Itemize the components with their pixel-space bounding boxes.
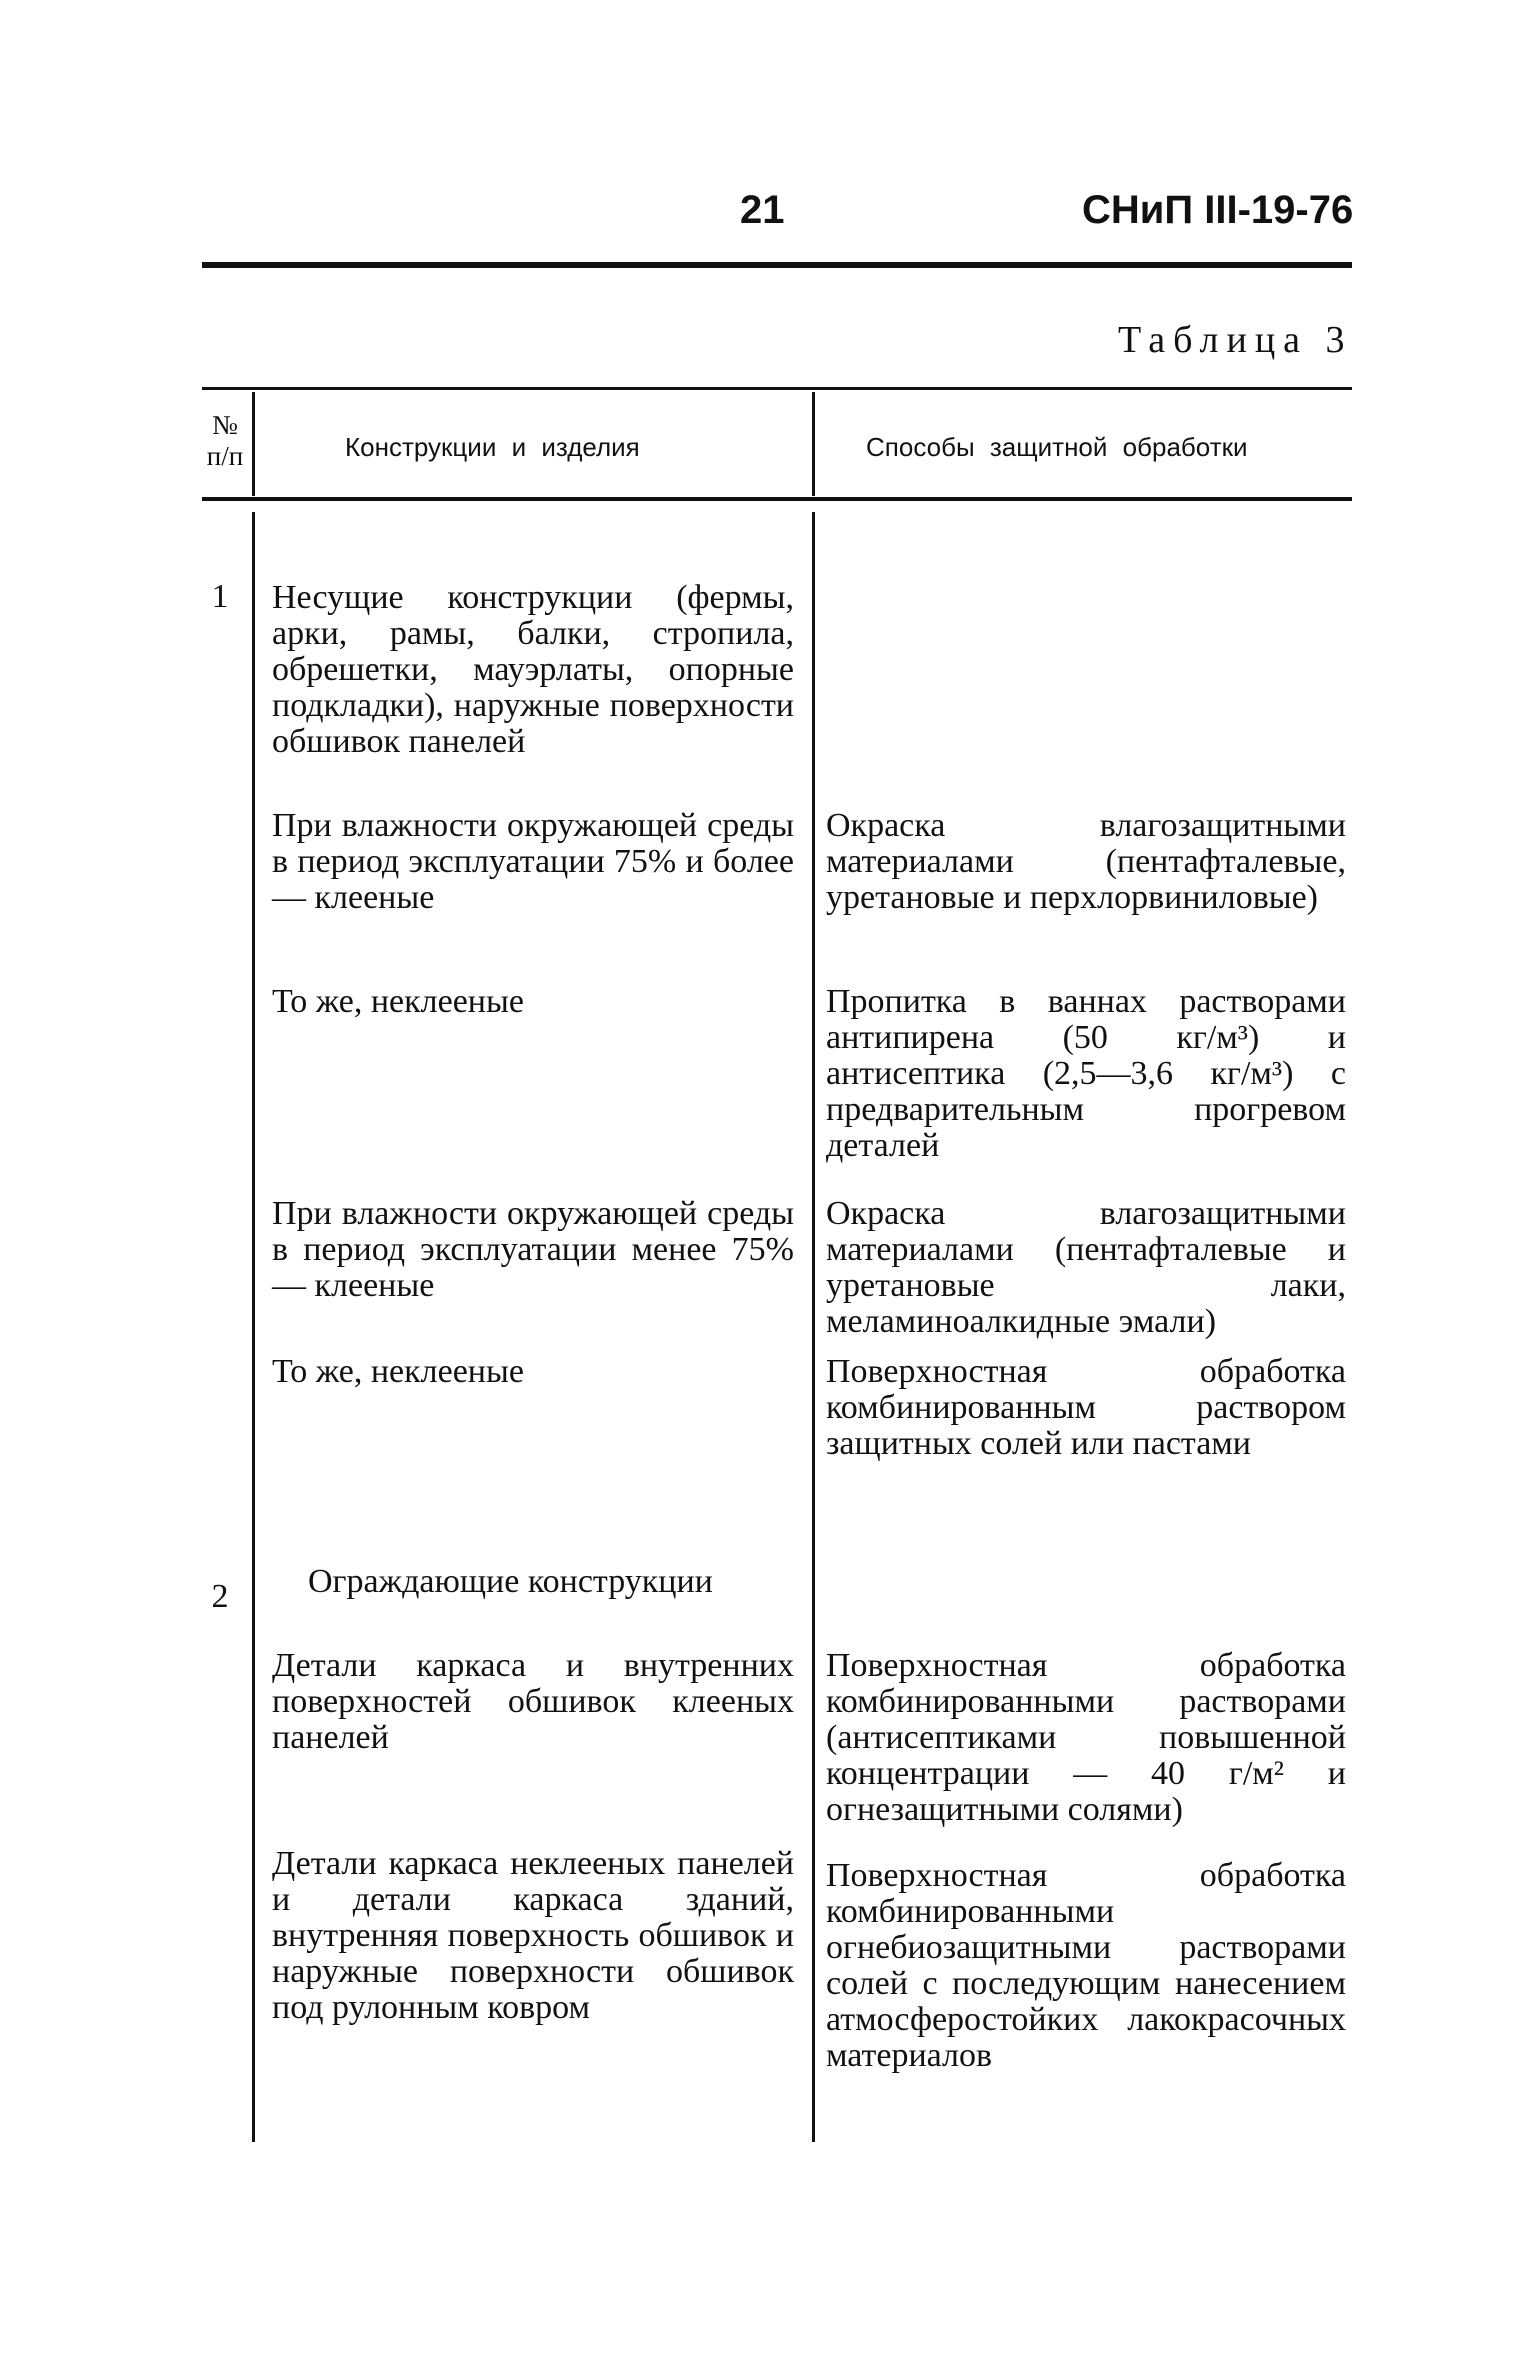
row-number: 2: [211, 1578, 229, 1615]
table-cell-item: При влажности окружающей среды в период эксплуатации менее 75% — клееные: [272, 1195, 794, 1304]
table-cell-method: Поверхностная обработка комбинированными растворами (антисептиками повышенной концентрации — 40 г/м² и огнезащитными солями): [826, 1647, 1346, 1828]
column-header-methods: Способы защитной обработки: [866, 432, 1248, 462]
header-rule: [202, 262, 1352, 268]
table-cell-item: При влажности окружающей среды в период эксплуатации 75% и более — клееные: [272, 807, 794, 916]
table-cell-item: То же, неклееные: [272, 983, 524, 1020]
table-cell-method: Пропитка в ваннах растворами антипирена (50 кг/м³) и антисептика (2,5—3,6 кг/м³) с предварительным прогревом деталей: [826, 983, 1346, 1164]
table-cell-method: Поверхностная обработка комбинированным раствором защитных солей или пастами: [826, 1353, 1346, 1462]
column-header-constructions: Конструкции и изделия: [345, 432, 640, 462]
page-number: 21: [740, 188, 785, 232]
section-title: Несущие конструкции (фермы, арки, рамы, балки, стропила, обрешетки, мауэрлаты, опорные подкладки), наружные поверхности обшивок панелей: [272, 579, 794, 760]
column-divider: [812, 512, 815, 2142]
table-head-top-rule: [202, 387, 1352, 390]
table-head-bottom-rule: [202, 497, 1352, 501]
document-code: СНиП III-19-76: [1082, 188, 1354, 232]
column-divider: [252, 392, 255, 496]
column-divider: [812, 392, 815, 496]
column-divider: [252, 512, 255, 2142]
table-cell-item: То же, неклееные: [272, 1353, 524, 1390]
table-cell-method: Окраска влагозащитными материалами (пентафталевые, уретановые и перхлорвиниловые): [826, 807, 1346, 916]
table-title: Таблица 3: [1118, 319, 1353, 361]
table-cell-method: Поверхностная обработка комбинированными огнебиозащитными растворами солей с последующим нанесением атмосферостойких лакокрасочных материалов: [826, 1857, 1346, 2074]
table-cell-item: Детали каркаса и внутренних поверхностей обшивок клееных панелей: [272, 1647, 794, 1756]
section-title: Ограждающие конструкции: [308, 1563, 713, 1600]
table-cell-item: Детали каркаса неклееных панелей и детали каркаса зданий, внутренняя поверхность обшивок и наружные поверхности обшивок под рулонным ковром: [272, 1845, 794, 2026]
column-header-number: № п/п: [206, 410, 244, 471]
row-number: 1: [211, 578, 229, 615]
table-cell-method: Окраска влагозащитными материалами (пентафталевые и уретановые лаки, меламиноалкидные эмали): [826, 1195, 1346, 1340]
